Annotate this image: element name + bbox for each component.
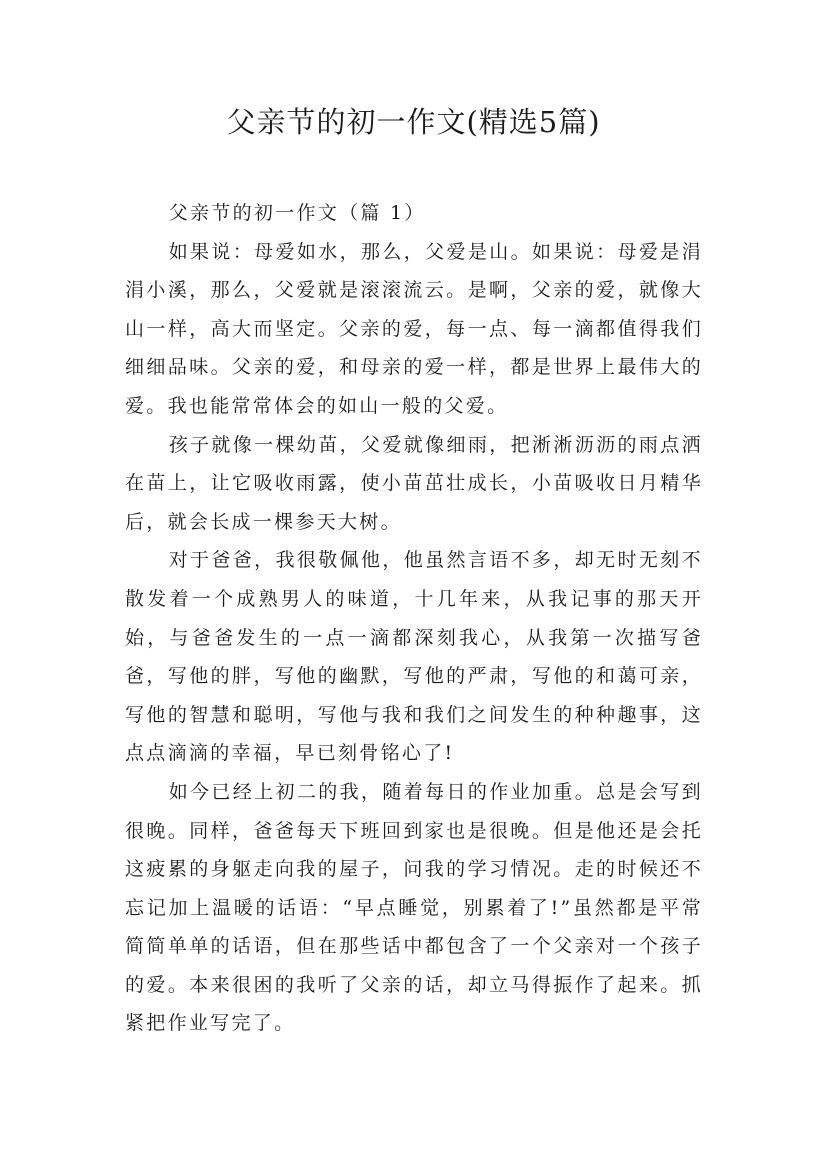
section-heading: 父亲节的初一作文（篇 1） [168,202,426,224]
paragraph-1: 如果说：母爱如水，那么，父爱是山。如果说：母爱是涓涓小溪，那么，父爱就是滚滚流云。是啊，父亲的爱，就像大山一样，高大而坚定。父亲的爱，每一点、每一滴都值得我们细细品味。父亲的爱，和母亲的爱一样，都是世界上最伟大的爱。我也能常常体会的如山一般的父爱。 [125,240,703,417]
document-body [125,194,703,1043]
paragraph-4: 如今已经上初二的我，随着每日的作业加重。总是会写到很晚。同样，爸爸每天下班回到家也是很晚。但是他还是会托这疲累的身躯走向我的屋子，问我的学习情况。走的时候还不忘记加上温暖的话语：“早点睡觉，别累着了!”虽然都是平常简简单单的话语，但在那些话中都包含了一个父亲对一个孩子的爱。本来很困的我听了父亲的话，却立马得振作了起来。抓紧把作业写完了。 [125,780,703,1035]
paragraph-3: 对于爸爸，我很敬佩他，他虽然言语不多，却无时无刻不散发着一个成熟男人的味道，十几年来，从我记事的那天开始，与爸爸发生的一点一滴都深刻我心，从我第一次描写爸爸，写他的胖，写他的幽默，写他的严肃，写他的和蔼可亲，写他的智慧和聪明，写他与我和我们之间发生的种种趣事，这点点滴滴的幸福，早已刻骨铭心了! [125,549,703,765]
document-title: 父亲节的初一作文(精选5篇) [226,105,601,139]
paragraph-2: 孩子就像一棵幼苗，父爱就像细雨，把淅淅沥沥的雨点洒在苗上，让它吸收雨露，使小苗茁壮成长，小苗吸收日月精华后，就会长成一棵参天大树。 [125,433,703,533]
